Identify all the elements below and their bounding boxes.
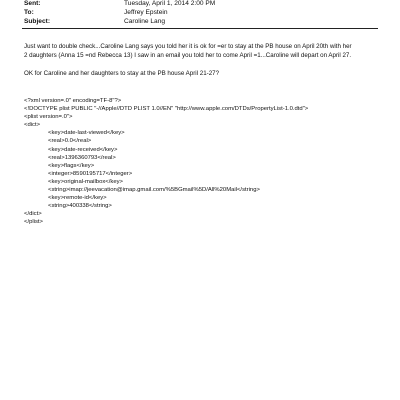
header-divider xyxy=(22,28,378,29)
plist-block xyxy=(24,97,308,227)
plist-line: <string>400338</string> xyxy=(48,203,112,210)
body-paragraph-2: OK for Caroline and her daughters to stay at the PB house April 21-27? xyxy=(24,70,220,77)
to-row xyxy=(24,9,168,17)
plist-line: <plist version=.0"> xyxy=(24,114,73,121)
subject-label: Subject: xyxy=(24,18,51,25)
plist-line: <dict> xyxy=(24,122,41,129)
plist-line: <string>imap://jeevacation@imap.gmail.com/%5BGmail%5D/All%20Mail</string> xyxy=(48,187,260,194)
plist-line: <!DOCTYPE plist PUBLIC "-//Apple//DTD PLIST 1.0//EN" "http://www.apple.com/DTDs/PropertyList-1.0.dtd"> xyxy=(24,106,309,113)
plist-line: <key>date-last-viewed</key> xyxy=(48,130,125,137)
body-paragraph-1-line-2: 2 daughters (Anna 15 =nd Rebecca 13) I saw in an email you told her to come April =1...Caroline will depart on April 27. xyxy=(24,52,352,59)
plist-line: <real>1396360793</real> xyxy=(48,154,116,161)
plist-line: <key>flags</key> xyxy=(48,162,95,169)
to-value: Jeffrey Epstein xyxy=(124,9,168,16)
plist-line: <real>0.0</real> xyxy=(48,138,92,145)
sent-value: Tuesday, April 1, 2014 2:00 PM xyxy=(124,0,216,7)
plist-line: <?xml version=.0" encoding=TF-8"?> xyxy=(24,98,122,104)
subject-row xyxy=(24,18,165,26)
plist-line: <integer>8590195717</integer> xyxy=(48,170,133,177)
sent-row xyxy=(24,0,215,8)
subject-value: Caroline Lang xyxy=(124,18,166,25)
plist-line: <key>remote-id</key> xyxy=(48,195,107,202)
plist-line: <key>date-received</key> xyxy=(48,146,118,153)
plist-line: <key>original-mailbox</key> xyxy=(48,178,123,185)
plist-line: </dict> xyxy=(24,211,42,218)
to-label: To: xyxy=(24,9,34,16)
plist-line: </plist> xyxy=(24,219,43,226)
sent-label: Sent: xyxy=(24,0,41,7)
body-paragraph-1-line-1: Just want to double check...Caroline Lang says you told her it is ok for =er to stay at the PB house on April 20th with her xyxy=(24,43,352,50)
